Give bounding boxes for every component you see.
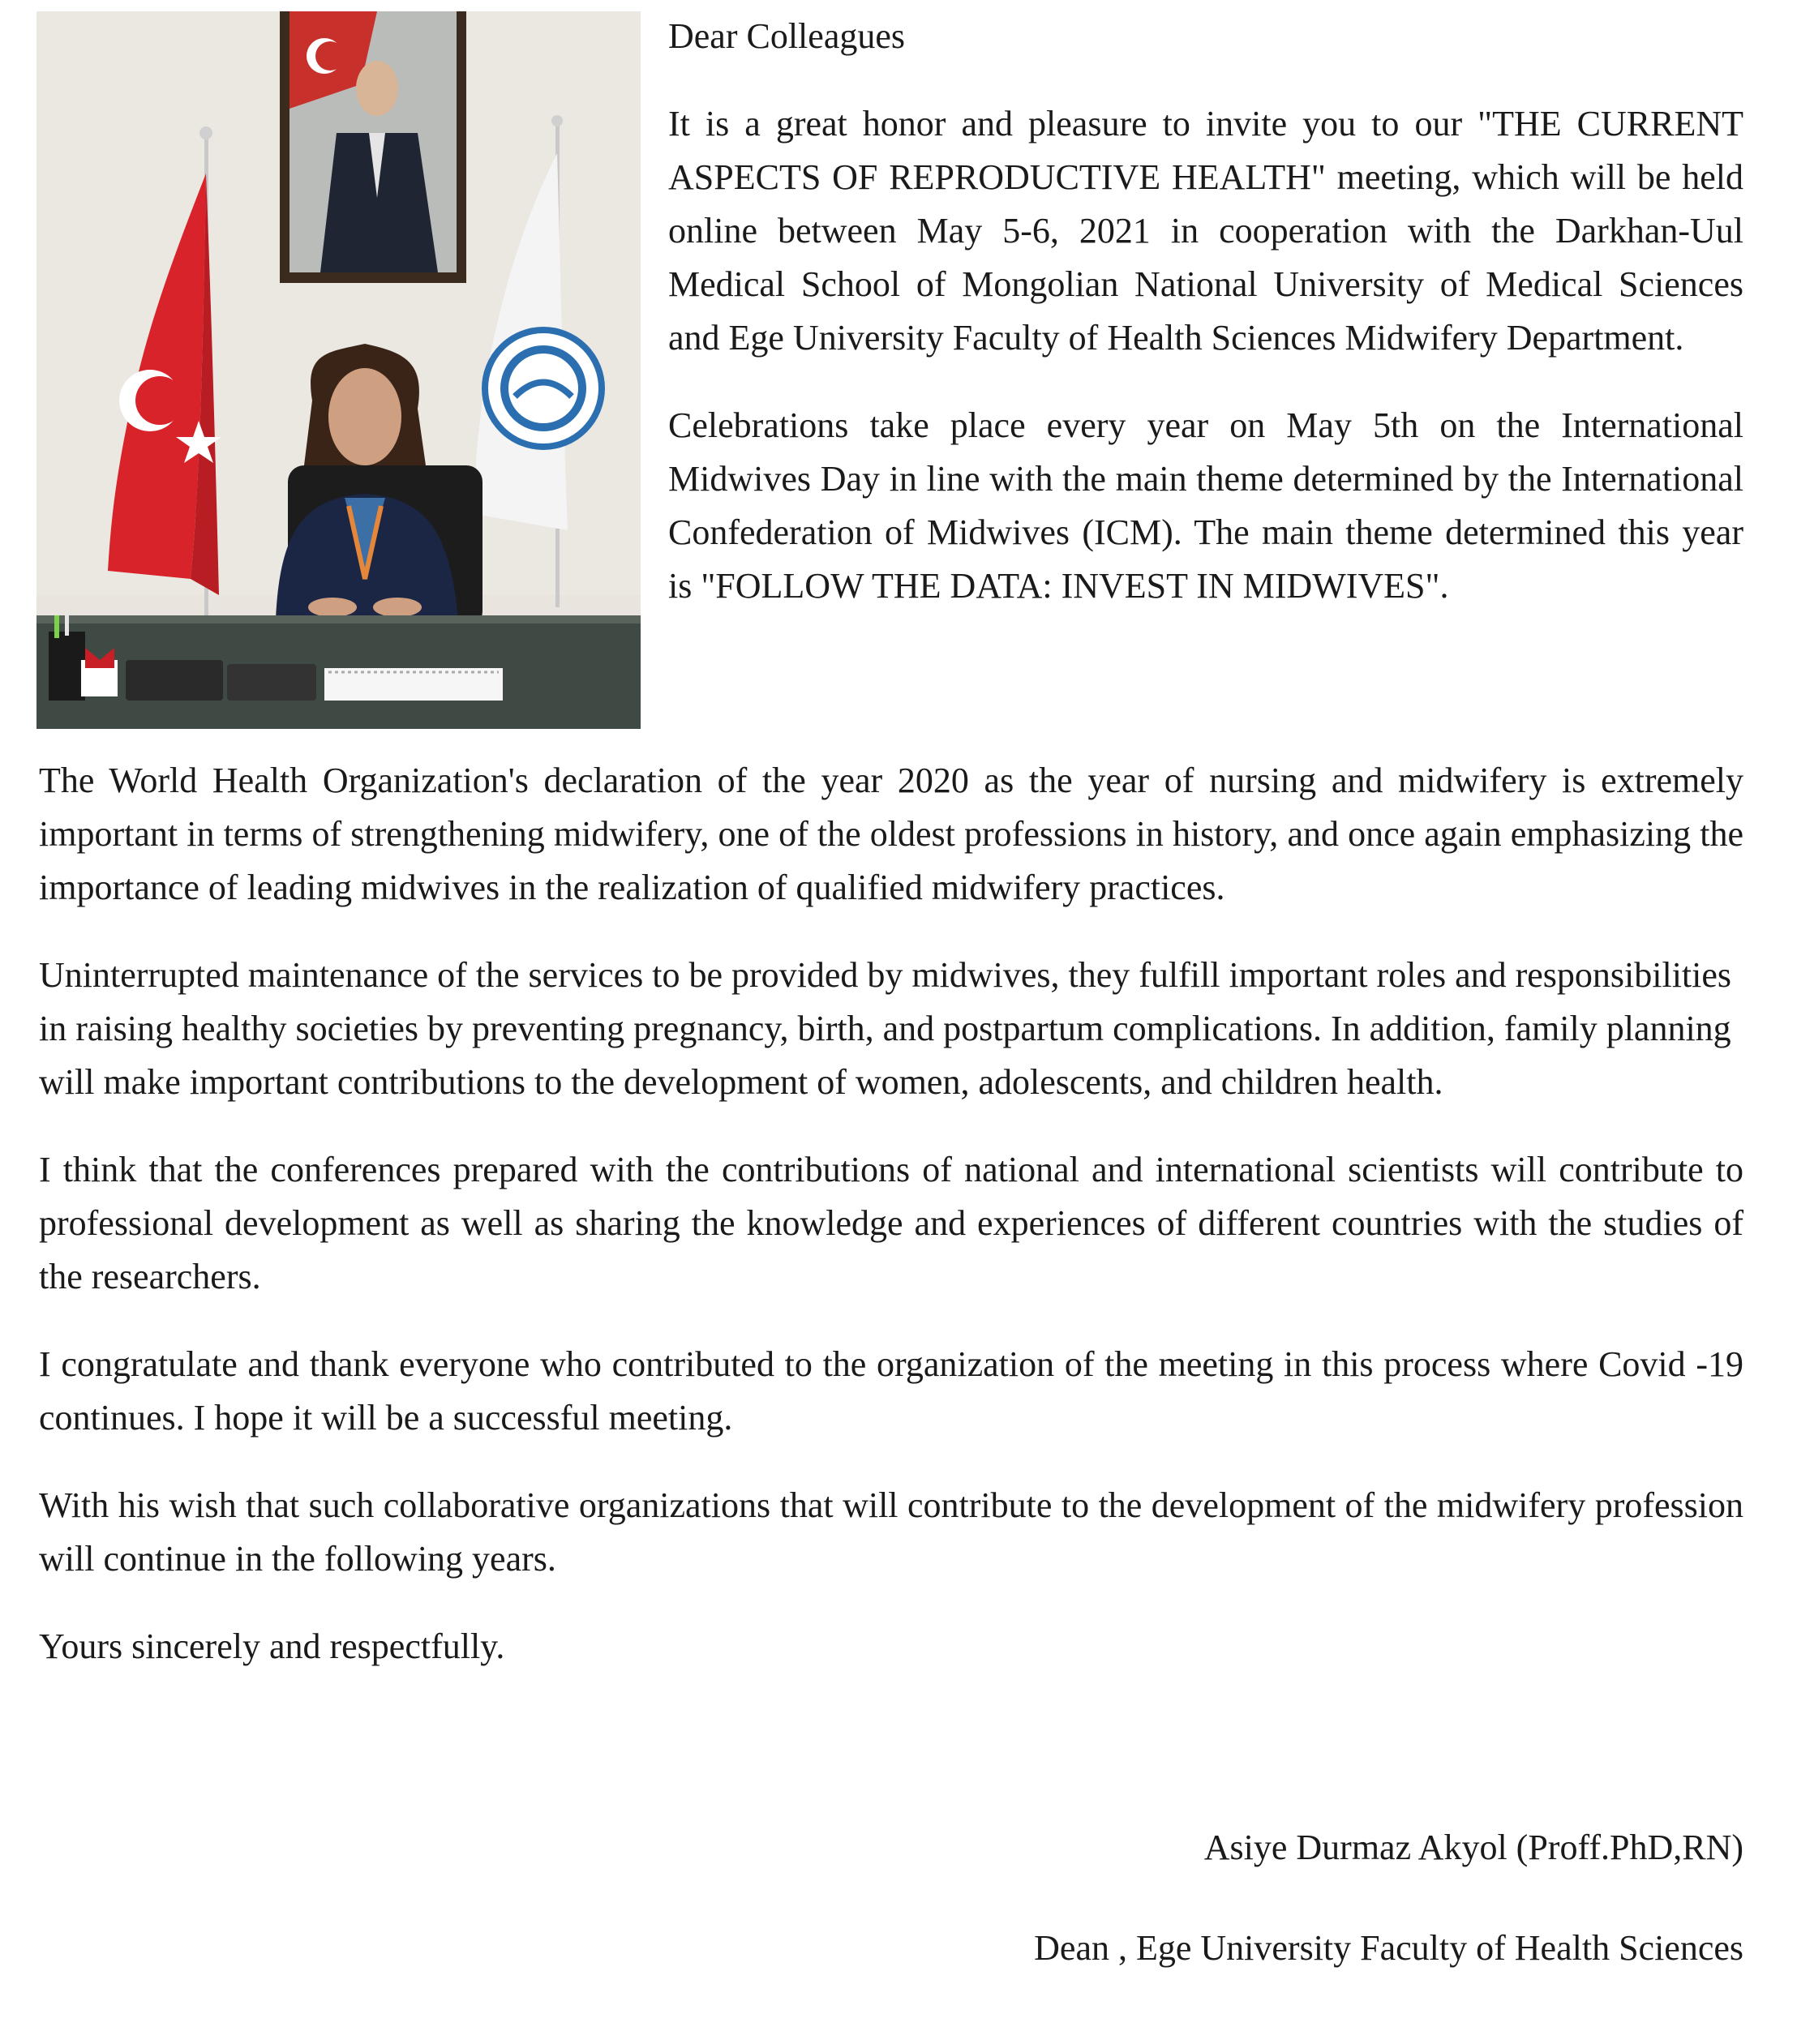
letter-body: [39, 754, 1743, 1708]
letter-intro-column: [668, 10, 1743, 647]
closing-line: Yours sincerely and respectfully.: [39, 1626, 505, 1666]
signature-title: Dean , Ege University Faculty of Health Sciences: [1034, 1928, 1743, 1968]
framed-portrait: [280, 11, 466, 283]
invitation-paragraph: It is a great honor and pleasure to invite you to our "THE CURRENT ASPECTS OF REPRODUCTIVE HEALTH" meeting, which will be held online between May 5-6, 2021 in cooperation with the Darkhan-Uul Medical School of Mongolian National University of Medical Sciences and Ege University Faculty of Health Sciences Midwifery Department.: [668, 104, 1743, 358]
wish-paragraph: With his wish that such collaborative organizations that will contribute to the development of the midwifery profession will continue in the following years.: [39, 1485, 1743, 1579]
midwives-day-paragraph: Celebrations take place every year on May 5th on the International Midwives Day in line with the main theme determined by the International Confederation of Midwives (ICM). The main theme determined this year is "FOLLOW THE DATA: INVEST IN MIDWIVES".: [668, 405, 1743, 606]
portrait-illustration: [36, 11, 641, 729]
conferences-paragraph: I think that the conferences prepared with the contributions of national and international scientists will contribute to professional development as well as sharing the knowledge and experiences of different countries with the studies of the researchers.: [39, 1150, 1743, 1296]
signature-name: Asiye Durmaz Akyol (Proff.PhD,RN): [1203, 1828, 1743, 1867]
letter-greeting: Dear Colleagues: [668, 16, 905, 56]
who-paragraph: The World Health Organization's declaration of the year 2020 as the year of nursing and midwifery is extremely important in terms of strengthening midwifery, one of the oldest professions in history, and once again emphasizing the importance of leading midwives in the realization of qualified midwifery practices.: [39, 761, 1743, 907]
dean-portrait-photo: [36, 11, 641, 729]
services-paragraph: Uninterrupted maintenance of the services to be provided by midwives, they fulfill important roles and responsibilities in raising healthy societies by preventing pregnancy, birth, and postpartum complications. In addition, family planning will make important contributions to the development of women, adolescents, and children health.: [39, 955, 1732, 1102]
thanks-paragraph: I congratulate and thank everyone who contributed to the organization of the meeting in this process where Covid -19 continues. I hope it will be a successful meeting.: [39, 1344, 1743, 1438]
